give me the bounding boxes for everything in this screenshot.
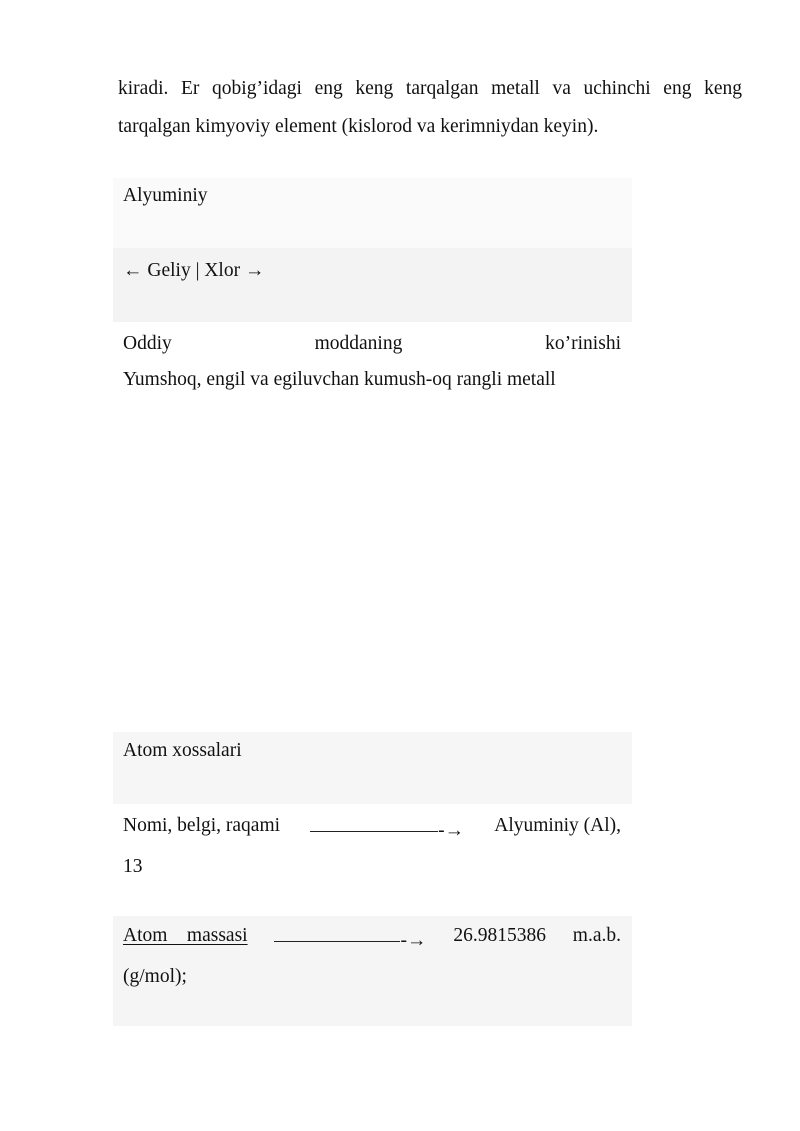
mass-row-label[interactable]: Atom massasi — [123, 925, 248, 946]
name-row-rule — [310, 831, 438, 832]
appearance-word-1: Oddiy — [123, 333, 172, 354]
intro-line-1 — [118, 70, 742, 108]
name-row-value: Alyuminiy (Al), — [494, 815, 621, 836]
mass-row-value-cont: (g/mol); — [123, 965, 187, 987]
mass-row-line — [123, 918, 621, 959]
mass-row-unit: m.a.b. — [572, 925, 621, 946]
name-row-value-cont: 13 — [123, 855, 143, 877]
mass-row-value: 26.9815386 — [453, 925, 546, 946]
intro-line-2: tarqalgan kimyoviy element (kislorod va kerimniydan keyin). — [118, 116, 599, 137]
element-nav[interactable]: ← Geliy | Xlor → — [123, 260, 265, 281]
appearance-label — [123, 326, 621, 362]
mass-row-rule — [274, 941, 400, 942]
name-row-line — [123, 808, 621, 849]
appearance-value: Yumshoq, engil va egiluvchan kumush-oq rangli metall — [123, 369, 556, 390]
name-row-connector — [310, 813, 464, 849]
name-row-label: Nomi, belgi, raqami — [123, 815, 281, 836]
mass-row — [123, 918, 621, 995]
infobox-title: Alyuminiy — [123, 185, 208, 206]
intro-line-1-text: kiradi. Er qobig’idagi eng keng tarqalgan metall va uchinchi eng keng — [118, 78, 742, 99]
name-row-arrow: -→ — [438, 819, 465, 841]
name-row — [123, 808, 621, 885]
appearance-word-3: ko’rinishi — [545, 333, 621, 354]
mass-row-connector — [274, 923, 426, 959]
atom-section-title: Atom xossalari — [123, 740, 242, 761]
intro-paragraph — [118, 70, 742, 146]
appearance-word-2: moddaning — [314, 333, 403, 354]
mass-row-arrow: -→ — [400, 929, 427, 951]
